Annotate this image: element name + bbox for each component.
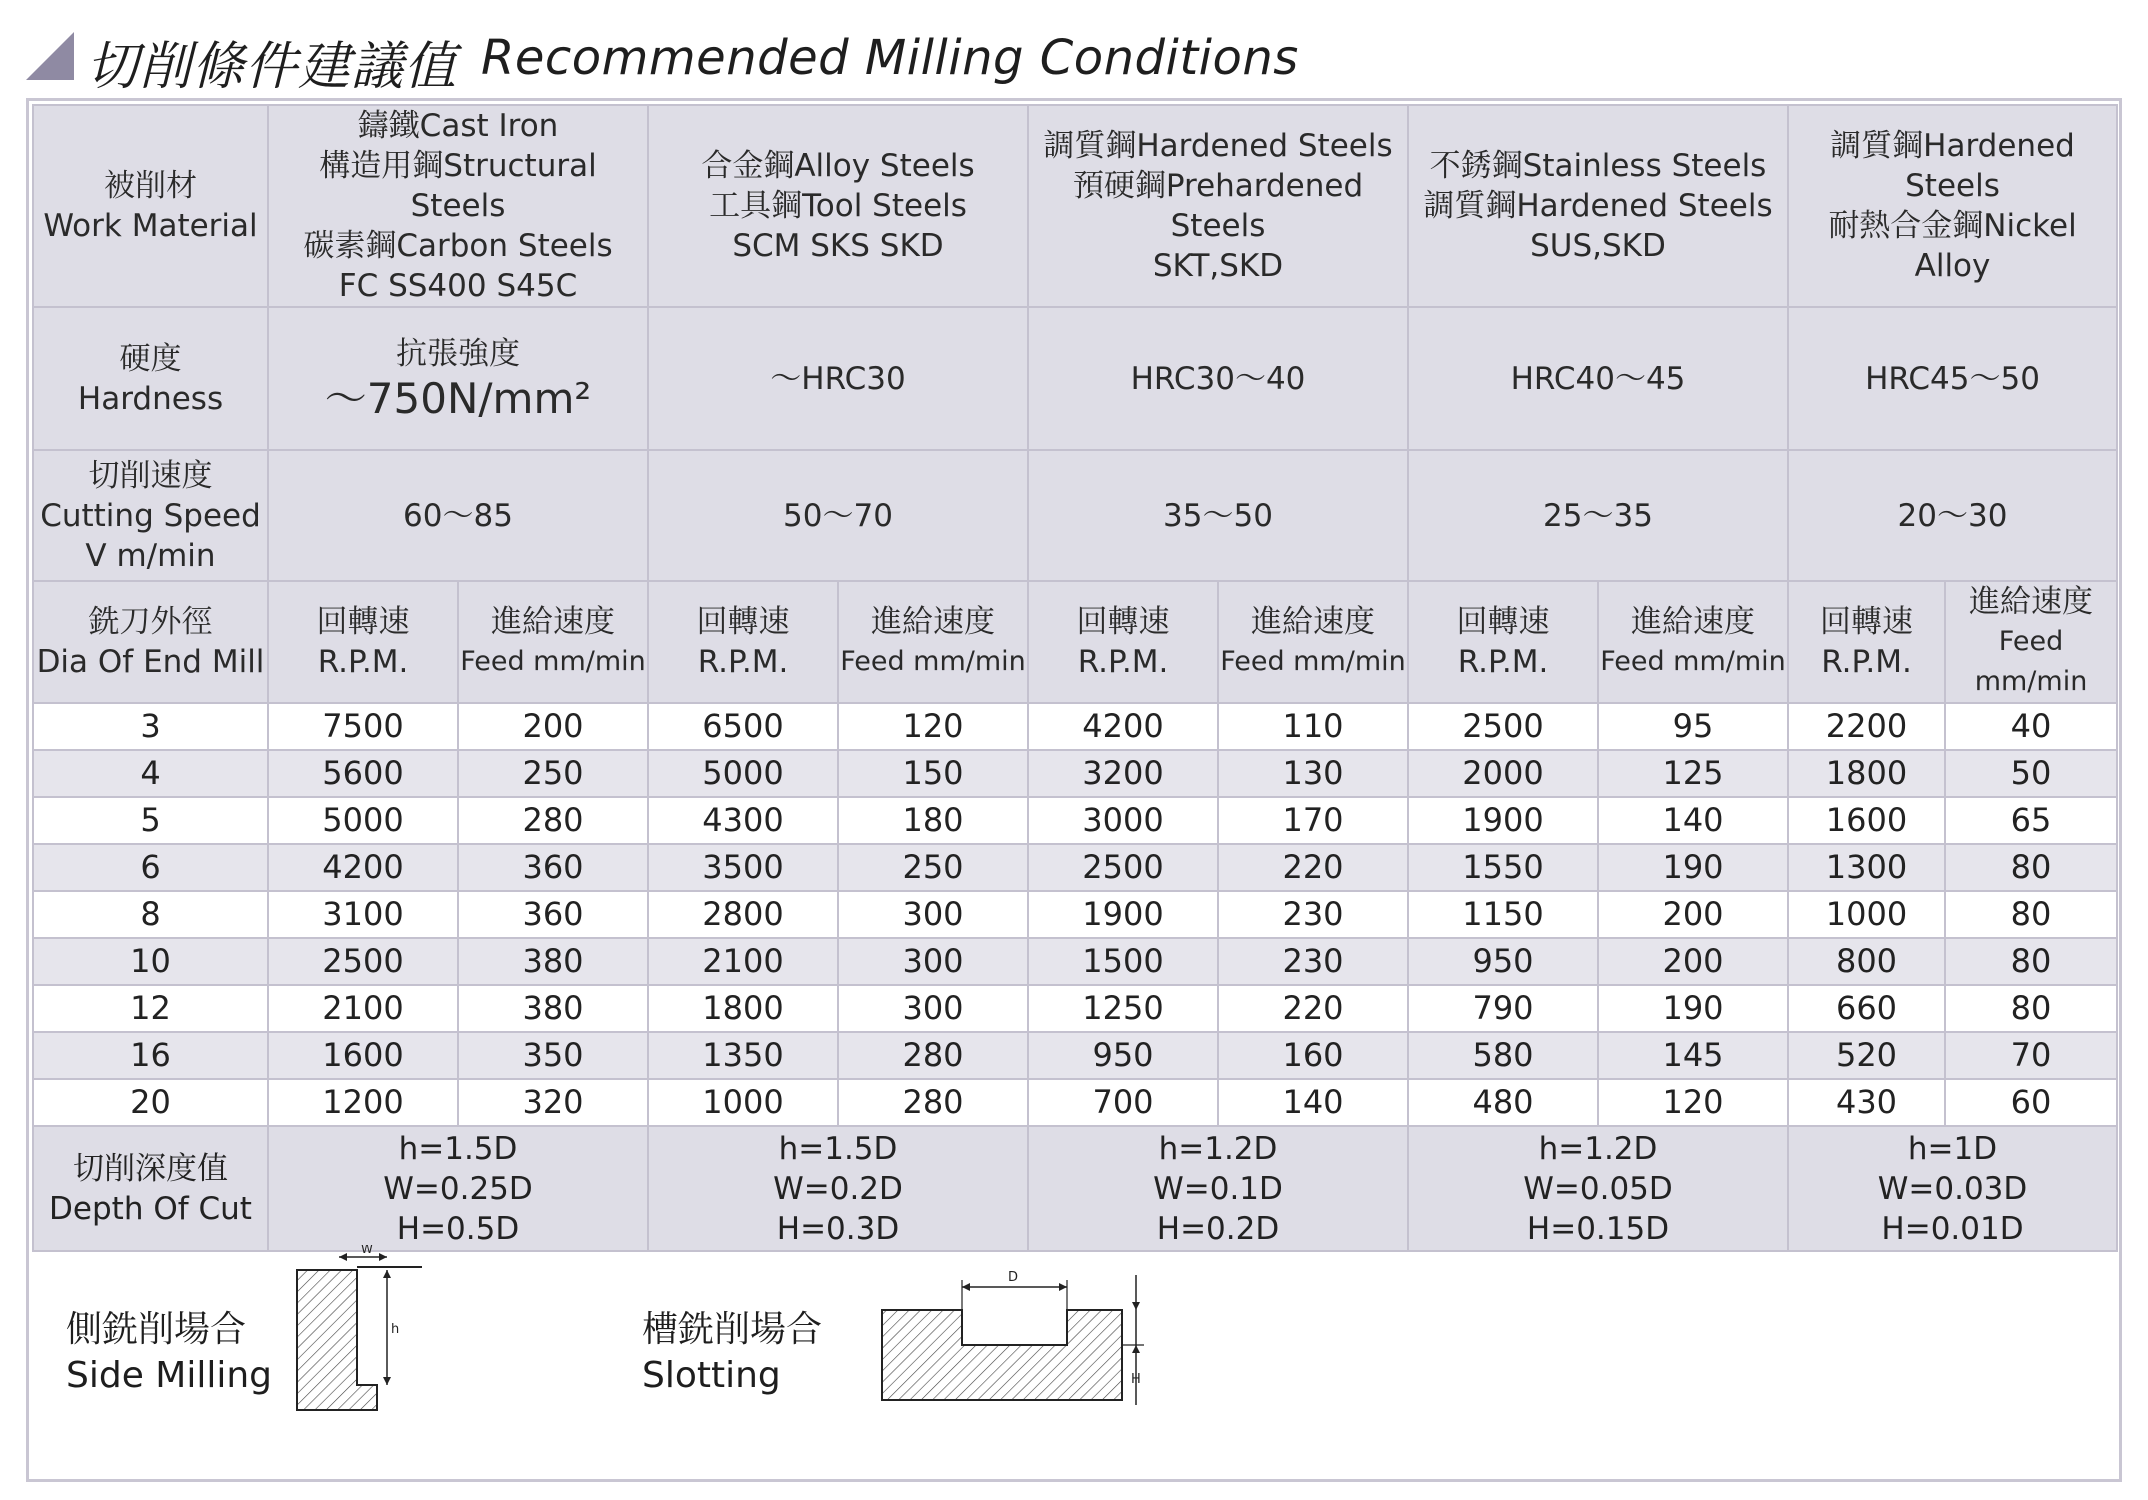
value-cell: 145	[1598, 1032, 1788, 1079]
value-cell: 95	[1598, 703, 1788, 750]
side-milling-diagram	[287, 1245, 497, 1445]
value-cell: 140	[1218, 1079, 1408, 1126]
value-cell: 190	[1598, 844, 1788, 891]
h-mark: h	[391, 1322, 400, 1337]
feed-header-4	[1598, 581, 1788, 703]
work-material-row	[33, 105, 2117, 307]
material-2-line-1: 合金鋼Alloy Steels	[701, 148, 975, 184]
dia-cell: 5	[33, 797, 268, 844]
value-cell: 200	[1598, 891, 1788, 938]
value-cell: 2100	[268, 985, 458, 1032]
rpm-en: R.P.M.	[697, 644, 789, 680]
value-cell: 2500	[1408, 703, 1598, 750]
value-cell: 80	[1945, 938, 2117, 985]
dia-label	[33, 581, 268, 703]
value-cell: 80	[1945, 985, 2117, 1032]
depth-H: H=0.01D	[1881, 1210, 2024, 1247]
value-cell: 520	[1788, 1032, 1945, 1079]
value-cell: 5600	[268, 750, 458, 797]
depth-H: H=0.2D	[1156, 1210, 1280, 1247]
dia-cell: 20	[33, 1079, 268, 1126]
value-cell: 4300	[648, 797, 838, 844]
value-cell: 7500	[268, 703, 458, 750]
value-cell: 3200	[1028, 750, 1218, 797]
cutting-speed-unit: V m/min	[85, 537, 216, 574]
material-4-line-1: 不銹鋼Stainless Steels	[1429, 148, 1767, 184]
milling-conditions-table	[32, 104, 2118, 1252]
w-mark: W	[361, 1245, 373, 1256]
value-cell: 40	[1945, 703, 2117, 750]
h-arrow-bottom	[1132, 1345, 1140, 1353]
value-cell: 250	[458, 750, 648, 797]
rpm-en: R.P.M.	[1077, 644, 1169, 680]
page-title-en: Recommended Milling Conditions	[481, 30, 1299, 86]
feed-en: Feed mm/min	[1974, 626, 2088, 697]
dia-cell: 10	[33, 938, 268, 985]
rpm-cn: 回轉速	[1456, 604, 1550, 640]
dia-cn: 銑刀外徑	[88, 604, 213, 640]
value-cell: 3000	[1028, 797, 1218, 844]
cutting-speed-en: Cutting Speed	[40, 497, 261, 534]
value-cell: 1550	[1408, 844, 1598, 891]
feed-header-5	[1945, 581, 2117, 703]
hardness-value-2: ～HRC30	[648, 307, 1028, 450]
h-arrow-top	[1132, 1302, 1140, 1310]
material-1-line-4: FC SS400 S45C	[338, 268, 578, 304]
value-cell: 4200	[1028, 703, 1218, 750]
value-cell: 200	[1598, 938, 1788, 985]
value-cell: 1800	[1788, 750, 1945, 797]
material-3-line-2: 預硬鋼Prehardened	[1072, 168, 1364, 204]
value-cell: 350	[458, 1032, 648, 1079]
feed-cn: 進給速度	[1251, 604, 1375, 640]
value-cell: 80	[1945, 844, 2117, 891]
material-3-line-3: Steels	[1170, 208, 1266, 244]
feed-en: Feed mm/min	[840, 646, 1026, 677]
value-cell: 2000	[1408, 750, 1598, 797]
speed-value-1: 60～85	[268, 450, 648, 581]
value-cell: 360	[458, 844, 648, 891]
rpm-en: R.P.M.	[1821, 644, 1912, 680]
value-cell: 580	[1408, 1032, 1598, 1079]
value-cell: 110	[1218, 703, 1408, 750]
material-group-3	[1028, 105, 1408, 307]
feed-en: Feed mm/min	[1600, 646, 1786, 677]
value-cell: 2500	[1028, 844, 1218, 891]
dia-cell: 6	[33, 844, 268, 891]
material-5-line-3: 耐熱合金鋼Nickel Alloy	[1828, 208, 2077, 284]
rpm-en: R.P.M.	[1457, 644, 1549, 680]
work-material-cn: 被削材	[104, 168, 197, 204]
rpm-header-1	[268, 581, 458, 703]
value-cell: 700	[1028, 1079, 1218, 1126]
table-row	[33, 703, 2117, 750]
value-cell: 2500	[268, 938, 458, 985]
diagram-area	[32, 1215, 2116, 1477]
cutting-speed-label	[33, 450, 268, 581]
value-cell: 3500	[648, 844, 838, 891]
hardness-label	[33, 307, 268, 450]
value-cell: 1150	[1408, 891, 1598, 938]
value-cell: 1600	[1788, 797, 1945, 844]
hardness-value-5: HRC45～50	[1788, 307, 2117, 450]
value-cell: 190	[1598, 985, 1788, 1032]
value-cell: 300	[838, 891, 1028, 938]
value-cell: 5000	[268, 797, 458, 844]
value-cell: 1000	[1788, 891, 1945, 938]
value-cell: 140	[1598, 797, 1788, 844]
feed-en: Feed mm/min	[460, 646, 646, 677]
depth-w: W=0.2D	[773, 1170, 903, 1207]
value-cell: 80	[1945, 891, 2117, 938]
material-1-line-2: 構造用鋼Structural Steels	[319, 148, 597, 224]
tensile-strength-label: 抗張強度	[396, 335, 520, 372]
work-material-label	[33, 105, 268, 307]
depth-h: h=1.2D	[1158, 1130, 1278, 1167]
depth-en: Depth Of Cut	[49, 1190, 252, 1227]
rpm-cn: 回轉速	[1820, 604, 1913, 640]
dia-en: Dia Of End Mill	[36, 644, 265, 680]
value-cell: 120	[838, 703, 1028, 750]
value-cell: 4200	[268, 844, 458, 891]
table-row	[33, 1079, 2117, 1126]
side-milling-en: Side Milling	[66, 1355, 273, 1396]
depth-h: h=1.2D	[1538, 1130, 1658, 1167]
depth-w: W=0.05D	[1523, 1170, 1673, 1207]
value-cell: 60	[1945, 1079, 2117, 1126]
value-cell: 800	[1788, 938, 1945, 985]
rpm-en: R.P.M.	[317, 644, 409, 680]
speed-value-5: 20～30	[1788, 450, 2117, 581]
subheader-row	[33, 581, 2117, 703]
value-cell: 65	[1945, 797, 2117, 844]
rpm-header-2	[648, 581, 838, 703]
material-3-line-4: SKT,SKD	[1152, 248, 1284, 284]
value-cell: 950	[1028, 1032, 1218, 1079]
material-5-line-2: Steels	[1905, 168, 2000, 204]
h-arrow-bottom	[383, 1377, 391, 1385]
table-row	[33, 797, 2117, 844]
rpm-cn: 回轉速	[696, 604, 790, 640]
value-cell: 320	[458, 1079, 648, 1126]
w-arrow-right	[379, 1253, 387, 1261]
material-2-line-3: SCM SKS SKD	[732, 228, 944, 264]
feed-cn: 進給速度	[871, 604, 995, 640]
value-cell: 120	[1598, 1079, 1788, 1126]
dia-cell: 12	[33, 985, 268, 1032]
value-cell: 2800	[648, 891, 838, 938]
feed-cn: 進給速度	[1969, 584, 2093, 620]
rpm-header-3	[1028, 581, 1218, 703]
work-material-en: Work Material	[43, 208, 258, 244]
value-cell: 480	[1408, 1079, 1598, 1126]
title-triangle-icon	[26, 32, 74, 80]
depth-w: W=0.25D	[383, 1170, 533, 1207]
hardness-value-1: ～750N/mm²	[324, 373, 592, 423]
table-row	[33, 844, 2117, 891]
value-cell: 660	[1788, 985, 1945, 1032]
value-cell: 50	[1945, 750, 2117, 797]
hardness-cell-1	[268, 307, 648, 450]
value-cell: 1900	[1028, 891, 1218, 938]
value-cell: 1350	[648, 1032, 838, 1079]
d-arrow-right	[1059, 1283, 1067, 1291]
page-title-cn: 切削條件建議值	[86, 37, 458, 97]
table-row	[33, 985, 2117, 1032]
depth-w: W=0.1D	[1153, 1170, 1283, 1207]
value-cell: 790	[1408, 985, 1598, 1032]
rpm-header-4	[1408, 581, 1598, 703]
title-row	[26, 22, 2126, 97]
value-cell: 1250	[1028, 985, 1218, 1032]
hardness-row	[33, 307, 2117, 450]
value-cell: 300	[838, 985, 1028, 1032]
depth-w: W=0.03D	[1877, 1170, 2028, 1207]
feed-cn: 進給速度	[1631, 604, 1755, 640]
dia-cell: 16	[33, 1032, 268, 1079]
workpiece-shape	[882, 1310, 1122, 1400]
feed-header-1	[458, 581, 648, 703]
dia-cell: 3	[33, 703, 268, 750]
value-cell: 360	[458, 891, 648, 938]
workpiece-shape	[297, 1270, 377, 1410]
speed-value-4: 25～35	[1408, 450, 1788, 581]
value-cell: 2200	[1788, 703, 1945, 750]
value-cell: 280	[458, 797, 648, 844]
speed-value-3: 35～50	[1028, 450, 1408, 581]
depth-H: H=0.5D	[396, 1210, 520, 1247]
hardness-cn: 硬度	[119, 340, 182, 377]
depth-h: h=1.5D	[398, 1130, 518, 1167]
material-5-line-1: 調質鋼Hardened	[1830, 128, 2075, 164]
depth-h: h=1D	[1907, 1130, 1998, 1167]
slotting-label	[642, 1307, 822, 1399]
value-cell: 230	[1218, 938, 1408, 985]
value-cell: 150	[838, 750, 1028, 797]
hardness-value-4: HRC40～45	[1408, 307, 1788, 450]
w-arrow-left	[339, 1253, 347, 1261]
value-cell: 3100	[268, 891, 458, 938]
slotting-en: Slotting	[642, 1355, 781, 1396]
material-group-1	[268, 105, 648, 307]
feed-header-2	[838, 581, 1028, 703]
value-cell: 230	[1218, 891, 1408, 938]
hardness-value-3: HRC30～40	[1028, 307, 1408, 450]
material-group-4	[1408, 105, 1788, 307]
h-arrow-top	[383, 1270, 391, 1278]
feed-header-3	[1218, 581, 1408, 703]
material-2-line-2: 工具鋼Tool Steels	[709, 188, 967, 224]
value-cell: 280	[838, 1079, 1028, 1126]
value-cell: 220	[1218, 844, 1408, 891]
value-cell: 1500	[1028, 938, 1218, 985]
table-row	[33, 938, 2117, 985]
value-cell: 5000	[648, 750, 838, 797]
value-cell: 280	[838, 1032, 1028, 1079]
value-cell: 950	[1408, 938, 1598, 985]
rpm-header-5	[1788, 581, 1945, 703]
slotting-diagram	[872, 1245, 1162, 1445]
depth-H: H=0.15D	[1526, 1210, 1670, 1247]
feed-cn: 進給速度	[491, 604, 615, 640]
value-cell: 1900	[1408, 797, 1598, 844]
value-cell: 1000	[648, 1079, 838, 1126]
feed-en: Feed mm/min	[1220, 646, 1406, 677]
material-group-5	[1788, 105, 2117, 307]
value-cell: 380	[458, 938, 648, 985]
table-row	[33, 750, 2117, 797]
value-cell: 160	[1218, 1032, 1408, 1079]
material-1-line-3: 碳素鋼Carbon Steels	[303, 228, 613, 264]
value-cell: 1800	[648, 985, 838, 1032]
cutting-speed-cn: 切削速度	[88, 457, 213, 494]
depth-H: H=0.3D	[776, 1210, 900, 1247]
value-cell: 6500	[648, 703, 838, 750]
depth-cn: 切削深度值	[73, 1150, 228, 1187]
rpm-cn: 回轉速	[1076, 604, 1170, 640]
value-cell: 70	[1945, 1032, 2117, 1079]
value-cell: 300	[838, 938, 1028, 985]
value-cell: 125	[1598, 750, 1788, 797]
table-row	[33, 891, 2117, 938]
material-4-line-2: 調質鋼Hardened Steels	[1423, 188, 1773, 224]
hardness-en: Hardness	[77, 380, 224, 417]
value-cell: 200	[458, 703, 648, 750]
d-arrow-left	[962, 1283, 970, 1291]
value-cell: 2100	[648, 938, 838, 985]
value-cell: 380	[458, 985, 648, 1032]
d-mark: D	[1008, 1270, 1019, 1285]
value-cell: 170	[1218, 797, 1408, 844]
value-cell: 1200	[268, 1079, 458, 1126]
value-cell: 1300	[1788, 844, 1945, 891]
rpm-cn: 回轉速	[316, 604, 410, 640]
value-cell: 1600	[268, 1032, 458, 1079]
h-mark: H	[1131, 1372, 1141, 1387]
slotting-cn: 槽銑削場合	[642, 1309, 823, 1350]
dia-cell: 4	[33, 750, 268, 797]
material-group-2	[648, 105, 1028, 307]
value-cell: 220	[1218, 985, 1408, 1032]
value-cell: 430	[1788, 1079, 1945, 1126]
value-cell: 180	[838, 797, 1028, 844]
side-milling-cn: 側銑削場合	[66, 1309, 247, 1350]
material-3-line-1: 調質鋼Hardened Steels	[1043, 128, 1393, 164]
dia-cell: 8	[33, 891, 268, 938]
speed-value-2: 50～70	[648, 450, 1028, 581]
material-4-line-3: SUS,SKD	[1530, 228, 1666, 264]
table-row	[33, 1032, 2117, 1079]
cutting-speed-row	[33, 450, 2117, 581]
value-cell: 250	[838, 844, 1028, 891]
material-1-line-1: 鑄鐵Cast Iron	[357, 108, 559, 144]
value-cell: 130	[1218, 750, 1408, 797]
depth-h: h=1.5D	[778, 1130, 898, 1167]
side-milling-label	[66, 1307, 272, 1399]
